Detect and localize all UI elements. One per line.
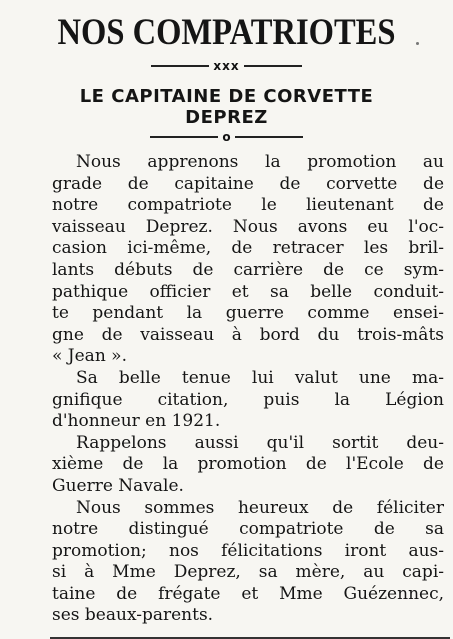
text-line: taine de frégate et Mme Guézennec, <box>52 583 444 604</box>
text-line: si à Mme Deprez, sa mère, au capi- <box>52 562 444 583</box>
text-line: promotion; nos félicitations iront aus- <box>52 540 444 561</box>
text-line: pathique officier et sa belle conduit- <box>52 281 444 302</box>
text-line: Nous apprenons la promotion au <box>76 152 444 172</box>
text-line: Nous sommes heureux de féliciter <box>76 497 444 518</box>
divider-mark: o <box>222 130 231 144</box>
ornament-divider-bottom <box>0 129 453 145</box>
paragraph-3 <box>52 433 444 498</box>
divider-rule-right <box>244 65 302 67</box>
text-line: Rappelons aussi qu'il sortit deu- <box>76 432 444 453</box>
paragraph-2 <box>52 368 444 433</box>
divider-mark: xxx <box>213 59 240 73</box>
text-line: te pendant la guerre comme ensei- <box>52 303 444 324</box>
subheadline-line-2: DEPREZ <box>185 107 268 128</box>
text-line: notre distingué compatriote de sa <box>52 519 444 540</box>
text-line: Guerre Navale. <box>52 475 184 496</box>
divider-rule-left <box>150 136 218 138</box>
text-line: lants débuts de carrière de ce sym- <box>52 259 444 280</box>
text-line: casion ici-même, de retracer les bril- <box>52 238 444 259</box>
ornament-divider-top <box>0 58 453 74</box>
subheadline-line-1: LE CAPITAINE DE CORVETTE <box>79 86 374 107</box>
text-line: ses beaux-parents. <box>52 605 214 626</box>
text-line: d'honneur en 1921. <box>52 411 221 432</box>
headline: NOS COMPATRIOTES <box>57 12 396 53</box>
text-line: grade de capitaine de corvette de <box>52 173 444 194</box>
paragraph-4 <box>52 498 444 628</box>
text-line: xième de la promotion de l'Ecole de <box>52 454 444 475</box>
text-line: gnifique citation, puis la Légion <box>52 389 444 410</box>
paragraph-1 <box>52 152 444 368</box>
text-line: Sa belle tenue lui valut une ma- <box>76 367 444 388</box>
divider-rule-left <box>151 65 209 67</box>
text-line: notre compatriote le lieutenant de <box>52 195 444 216</box>
text-line: « Jean ». <box>52 346 127 367</box>
text-line: gne de vaisseau à bord du trois-mâts <box>52 324 444 345</box>
divider-rule-right <box>235 136 303 138</box>
article-body <box>52 152 444 627</box>
text-line: vaisseau Deprez. Nous avons eu l'oc- <box>52 216 444 237</box>
